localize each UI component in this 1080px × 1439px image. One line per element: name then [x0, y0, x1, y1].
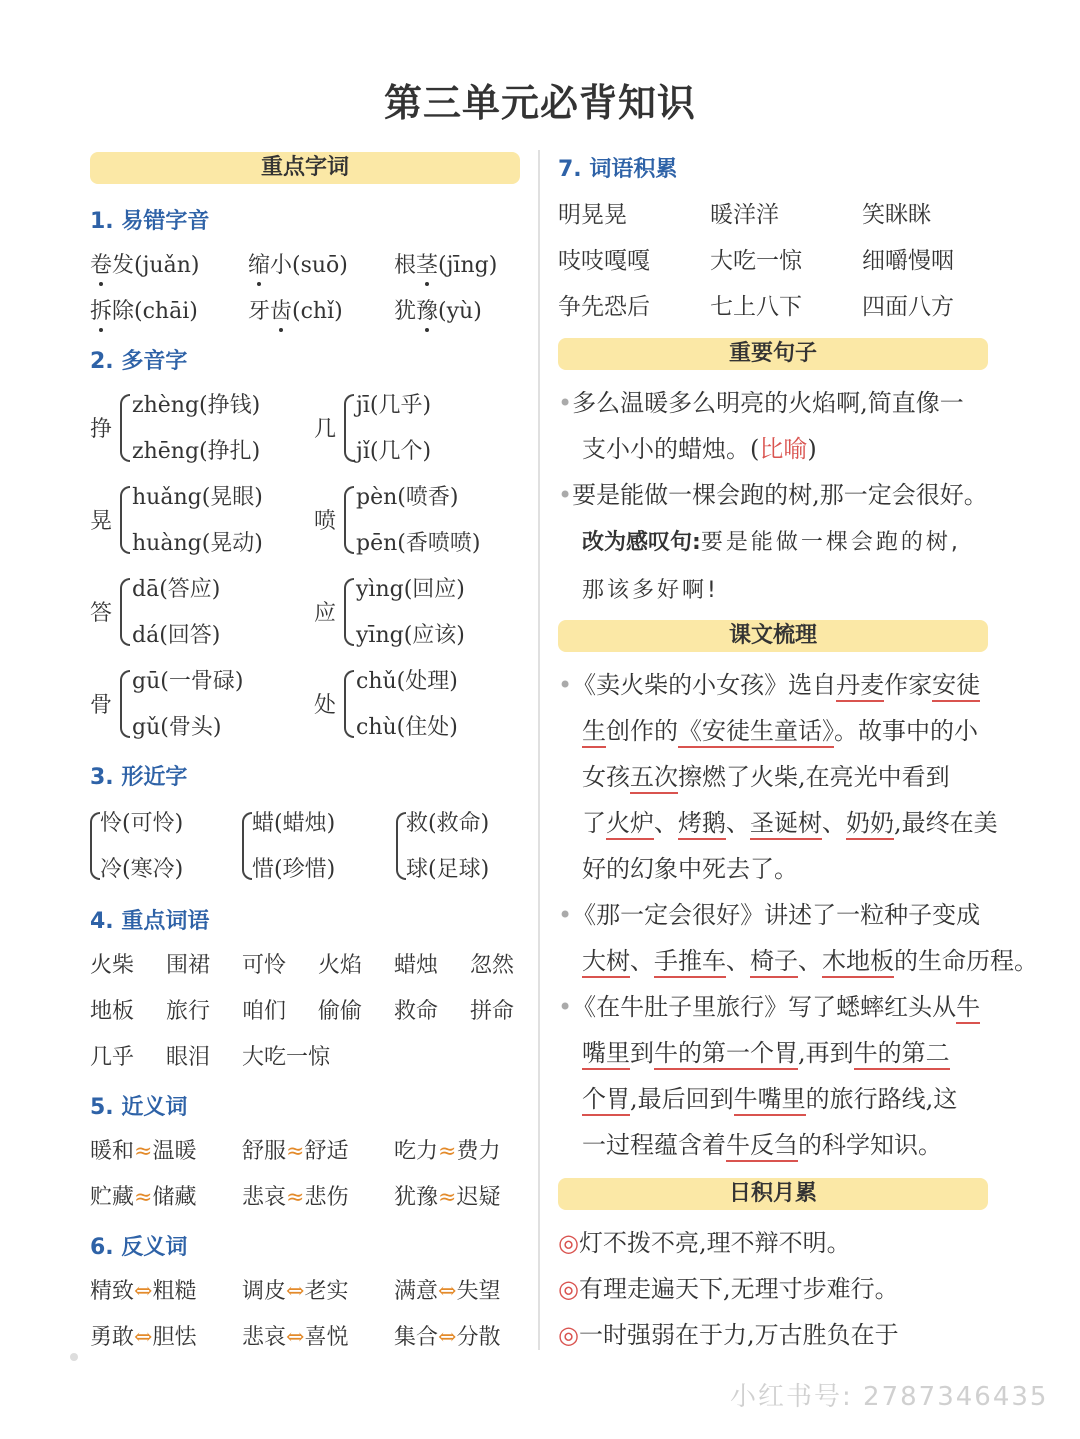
key-sentences: •多么温暖多么明亮的火焰啊,简直像一 支小小的蜡烛。(比喻) •要是能做一棵会跑的树,那一定会很好。 改为感叹句:要是能做一棵会跑的树, 那该多好啊!	[558, 389, 988, 603]
review-text: 擦燃了火柴,在亮光中看到	[678, 763, 950, 791]
idiom-word: 吱吱嘎嘎	[558, 248, 650, 274]
banner-key-words: 重点字词	[90, 152, 520, 184]
similar-char-1: 救(救命)	[406, 811, 490, 836]
word-b: 粗糙	[152, 1279, 197, 1304]
word-b: 储藏	[152, 1185, 197, 1210]
dotted-char: 茎	[416, 253, 439, 278]
key-term: 牛的第一个胃	[654, 1039, 798, 1070]
polyphone-reading-2: zhēng(挣扎)	[132, 439, 261, 464]
review-text: 《在牛肚子里旅行》写了蟋蟀红头从	[572, 993, 957, 1021]
proverb	[558, 1266, 990, 1312]
double-arrow-symbol: ⇔	[286, 1279, 305, 1304]
word-b: 胆怯	[152, 1325, 197, 1350]
indent	[558, 855, 582, 883]
review-line	[558, 708, 990, 754]
polyphone-char: 答	[90, 601, 113, 626]
review-text: 的生命历程。	[894, 947, 1038, 975]
double-arrow-symbol: ⇔	[438, 1279, 457, 1304]
polyphone-reading-2: jǐ(几个)	[356, 439, 432, 464]
polyphone-reading-1: jī(几乎)	[356, 393, 432, 418]
pronunciation-rest: 小(suō)	[270, 253, 348, 278]
circle-bullet-icon: ◎	[558, 1275, 579, 1303]
key-word: 眼泪	[166, 1045, 211, 1070]
review-text: 的旅行路线,这	[805, 1085, 958, 1113]
circle-bullet-icon: ◎	[558, 1321, 579, 1349]
antonym-pair	[394, 1274, 500, 1305]
key-term: 牛反刍	[726, 1131, 798, 1162]
banner-key-sentences: 重要句子	[558, 338, 988, 370]
key-word: 几乎	[90, 1045, 135, 1070]
review-line	[558, 938, 1038, 984]
bullet: •	[558, 901, 573, 929]
word-b: 费力	[456, 1139, 501, 1164]
antonym-pair	[90, 1320, 196, 1351]
pronunciation-char: 牙	[248, 299, 271, 324]
synonym-pair	[90, 1180, 196, 1211]
indent	[558, 1131, 582, 1159]
brace	[344, 394, 354, 462]
review-text: 好的幻象中死去了。	[582, 855, 798, 883]
key-term: 大树	[582, 947, 630, 978]
key-word: 拼命	[470, 999, 515, 1024]
key-word: 火焰	[318, 953, 363, 978]
heading-pronunciation: 1. 易错字音	[90, 209, 210, 234]
review-line	[558, 754, 990, 800]
polyphone-reading-2: dá(回答)	[132, 623, 221, 648]
key-term: 手推车	[654, 947, 726, 978]
sentence-1-close: )	[807, 435, 817, 463]
review-text: 、	[726, 947, 750, 975]
idiom-word: 细嚼慢咽	[862, 248, 954, 274]
review-line	[558, 846, 990, 892]
pronunciation-rest	[416, 253, 497, 278]
circle-bullet-icon: ◎	[558, 1229, 579, 1257]
brace	[120, 670, 130, 738]
review-text: ,再到	[798, 1039, 854, 1067]
word-a: 精致	[90, 1279, 135, 1304]
key-term: 奶奶	[846, 809, 894, 840]
review-text: 到	[630, 1039, 654, 1067]
key-term: 安徒	[932, 671, 980, 702]
double-arrow-symbol: ⇔	[438, 1325, 457, 1350]
polyphone-reading-2: chù(住处)	[356, 715, 458, 740]
approx-symbol: ≈	[438, 1139, 457, 1164]
pronunciation-item	[394, 294, 482, 325]
indent	[558, 763, 582, 791]
polyphone-reading-1: chǔ(处理)	[356, 669, 458, 694]
key-term: 五次	[630, 763, 678, 794]
pronunciation-char: 卷	[90, 253, 113, 278]
banner-daily-accumulation: 日积月累	[558, 1178, 988, 1210]
word-a: 集合	[394, 1325, 439, 1350]
heading-polyphones: 2. 多音字	[90, 349, 188, 374]
pronunciation-item	[90, 294, 198, 325]
pronunciation-tail: (chǐ)	[292, 299, 343, 324]
review-text: 创作的	[606, 717, 678, 745]
word-b: 分散	[456, 1325, 501, 1350]
brace	[242, 812, 252, 880]
similar-char-1: 蜡(蜡烛)	[252, 811, 336, 836]
pronunciation-item	[394, 248, 497, 279]
key-term: 圣诞树	[750, 809, 822, 840]
indent	[558, 1039, 582, 1067]
word-b: 舒适	[304, 1139, 349, 1164]
polyphone-char: 骨	[90, 693, 113, 718]
word-a: 悲哀	[242, 1325, 287, 1350]
polyphone-reading-2: pēn(香喷喷)	[356, 531, 481, 556]
review-line	[558, 1076, 990, 1122]
figure-of-speech-tag: 比喻	[759, 435, 808, 463]
idiom-word: 七上八下	[710, 294, 802, 320]
idiom-word: 明晃晃	[558, 202, 627, 228]
review-line	[558, 1122, 990, 1168]
banner-text-review: 课文梳理	[558, 620, 988, 652]
synonym-pair	[394, 1134, 500, 1165]
heading-similar-chars: 3. 形近字	[90, 765, 188, 790]
key-term: 嘴里	[582, 1039, 630, 1070]
review-text: 、	[654, 809, 678, 837]
key-word: 火柴	[90, 953, 135, 978]
proverb	[558, 1220, 990, 1266]
pronunciation-rest: 发(juǎn)	[112, 253, 200, 278]
key-term: 烤鹅	[678, 809, 726, 840]
polyphone-char: 晃	[90, 509, 113, 534]
pronunciation-rest	[416, 299, 482, 324]
indent	[558, 1085, 582, 1113]
heading-word-accumulation: 7. 词语积累	[558, 157, 678, 182]
review-text: ,最终在美	[894, 809, 998, 837]
key-term: 牛的第二	[854, 1039, 950, 1070]
polyphone-reading-1: gū(一骨碌)	[132, 669, 244, 694]
exclamation-label: 改为感叹句:	[582, 530, 701, 555]
key-word: 围裙	[166, 953, 211, 978]
page-corner-dot	[70, 1353, 78, 1361]
polyphone-reading-1: pèn(喷香)	[356, 485, 459, 510]
review-line	[558, 892, 990, 938]
approx-symbol: ≈	[438, 1185, 457, 1210]
brace	[344, 486, 354, 554]
word-a: 犹豫	[394, 1185, 439, 1210]
proverb-text: 一时强弱在于力,万古胜负在于	[578, 1321, 899, 1349]
word-a: 吃力	[394, 1139, 439, 1164]
review-text: 的科学知识。	[798, 1131, 942, 1159]
word-b: 温暖	[152, 1139, 197, 1164]
review-line	[558, 1030, 990, 1076]
review-text: 女孩	[582, 763, 630, 791]
synonym-pair	[394, 1180, 500, 1211]
key-word: 旅行	[166, 999, 211, 1024]
key-term: 椅子	[750, 947, 798, 978]
review-text: 一过程蕴含着	[582, 1131, 726, 1159]
text-review	[558, 662, 1038, 1168]
similar-char-2: 球(足球)	[406, 857, 490, 882]
heading-key-words: 4. 重点词语	[90, 909, 210, 934]
polyphone-char: 几	[314, 417, 337, 442]
synonym-pair	[90, 1134, 196, 1165]
brace	[120, 394, 130, 462]
pronunciation-char: 拆	[90, 299, 113, 324]
word-b: 迟疑	[456, 1185, 501, 1210]
indent	[558, 809, 582, 837]
sentence-1-line-2: 支小小的蜡烛。(	[582, 435, 760, 463]
pronunciation-item	[90, 248, 199, 279]
idiom-word: 四面八方	[862, 294, 954, 320]
word-b: 喜悦	[304, 1325, 349, 1350]
polyphone-reading-2: huàng(晃动)	[132, 531, 263, 556]
polyphone-reading-1: yìng(回应)	[356, 577, 465, 602]
brace	[120, 578, 130, 646]
double-arrow-symbol: ⇔	[134, 1325, 153, 1350]
key-word: 偷偷	[318, 999, 363, 1024]
key-word: 蜡烛	[394, 953, 439, 978]
review-text: ,最后回到	[630, 1085, 734, 1113]
sentence-2: 要是能做一棵会跑的树,那一定会很好。	[572, 481, 988, 509]
approx-symbol: ≈	[134, 1139, 153, 1164]
dotted-char: 齿	[270, 299, 293, 324]
review-line	[558, 800, 998, 846]
word-a: 贮藏	[90, 1185, 135, 1210]
word-b: 悲伤	[304, 1185, 349, 1210]
brace	[120, 486, 130, 554]
word-a: 调皮	[242, 1279, 287, 1304]
exclamation-answer-2: 那该多好啊!	[582, 578, 719, 603]
pronunciation-rest	[270, 299, 343, 324]
approx-symbol: ≈	[286, 1139, 305, 1164]
key-term: 丹麦	[836, 671, 884, 702]
proverb-text: 灯不拨不亮,理不辩不明。	[578, 1229, 851, 1257]
daily-accumulation	[558, 1220, 990, 1358]
sentence-1-line-1: 多么温暖多么明亮的火焰啊,简直像一	[572, 389, 964, 417]
polyphone-reading-1: zhèng(挣钱)	[132, 393, 261, 418]
pronunciation-item	[248, 248, 348, 279]
indent	[558, 947, 582, 975]
brace	[90, 812, 100, 880]
exclamation-answer-1: 要是能做一棵会跑的树,	[700, 530, 961, 555]
polyphone-reading-2: gǔ(骨头)	[132, 715, 222, 740]
word-a: 舒服	[242, 1139, 287, 1164]
polyphone-char: 喷	[314, 509, 337, 534]
word-a: 勇敢	[90, 1325, 135, 1350]
similar-char-2: 冷(寒冷)	[100, 857, 184, 882]
antonym-pair	[394, 1320, 500, 1351]
brace	[396, 812, 406, 880]
idiom-word: 大吃一惊	[710, 248, 802, 274]
pronunciation-tail: (jīng)	[438, 253, 498, 278]
review-line	[558, 662, 990, 708]
review-text: 、	[822, 809, 846, 837]
key-term: 火炉	[606, 809, 654, 840]
approx-symbol: ≈	[134, 1185, 153, 1210]
review-line	[558, 984, 990, 1030]
key-term: 牛嘴里	[734, 1085, 806, 1116]
heading-antonyms: 6. 反义词	[90, 1235, 188, 1260]
pronunciation-tail: (yù)	[438, 299, 482, 324]
review-text: 作家	[884, 671, 933, 699]
key-word: 地板	[90, 999, 135, 1024]
key-word: 救命	[394, 999, 439, 1024]
double-arrow-symbol: ⇔	[286, 1325, 305, 1350]
key-term: 木地板	[822, 947, 894, 978]
pronunciation-char: 缩	[248, 253, 271, 278]
key-term: 牛	[956, 993, 980, 1024]
brace	[344, 670, 354, 738]
antonym-pair	[90, 1274, 196, 1305]
polyphone-reading-1: huǎng(晃眼)	[132, 485, 263, 510]
word-b: 失望	[456, 1279, 501, 1304]
polyphone-char: 处	[314, 693, 337, 718]
watermark: 小红书号: 2787346435	[730, 1382, 1049, 1412]
review-text: 、	[798, 947, 822, 975]
review-text: 、	[630, 947, 654, 975]
word-a: 满意	[394, 1279, 439, 1304]
key-word: 可怜	[242, 953, 287, 978]
review-text: 《那一定会很好》讲述了一粒种子变成	[572, 901, 981, 929]
key-term: 个胃	[582, 1085, 630, 1116]
key-word: 忽然	[470, 953, 515, 978]
idiom-word: 暖洋洋	[710, 202, 779, 228]
similar-char-2: 惜(珍惜)	[252, 857, 336, 882]
proverb-text: 有理走遍天下,无理寸步难行。	[578, 1275, 899, 1303]
word-b: 老实	[304, 1279, 349, 1304]
word-a: 暖和	[90, 1139, 135, 1164]
page-title: 第三单元必背知识	[383, 81, 696, 125]
pronunciation-char: 犹	[394, 299, 417, 324]
key-word: 咱们	[242, 999, 287, 1024]
bullet: •	[558, 993, 573, 1021]
pronunciation-item	[248, 294, 343, 325]
column-divider	[538, 150, 540, 1350]
review-text: 、	[726, 809, 750, 837]
brace	[344, 578, 354, 646]
idiom-word: 笑眯眯	[862, 202, 931, 228]
polyphone-char: 挣	[90, 417, 113, 442]
synonym-pair	[242, 1134, 348, 1165]
bullet: •	[558, 671, 573, 699]
polyphone-reading-1: dā(答应)	[132, 577, 221, 602]
pronunciation-char: 根	[394, 253, 417, 278]
antonym-pair	[242, 1320, 348, 1351]
pronunciation-rest: 除(chāi)	[112, 299, 198, 324]
review-text: 了	[582, 809, 606, 837]
similar-char-1: 怜(可怜)	[100, 811, 184, 836]
key-word: 大吃一惊	[242, 1045, 331, 1070]
review-text: 。故事中的小	[834, 717, 978, 745]
indent	[558, 717, 582, 745]
polyphone-char: 应	[314, 601, 337, 626]
heading-synonyms: 5. 近义词	[90, 1095, 188, 1120]
key-term: 生	[582, 717, 606, 748]
dotted-char: 豫	[416, 299, 439, 324]
polyphone-reading-2: yīng(应该)	[356, 623, 465, 648]
approx-symbol: ≈	[286, 1185, 305, 1210]
synonym-pair	[242, 1180, 348, 1211]
review-text: 《卖火柴的小女孩》选自	[572, 671, 837, 699]
key-term: 《安徒生童话》	[678, 717, 834, 748]
proverb	[558, 1312, 990, 1358]
double-arrow-symbol: ⇔	[134, 1279, 153, 1304]
antonym-pair	[242, 1274, 348, 1305]
word-a: 悲哀	[242, 1185, 287, 1210]
idiom-word: 争先恐后	[558, 294, 650, 320]
